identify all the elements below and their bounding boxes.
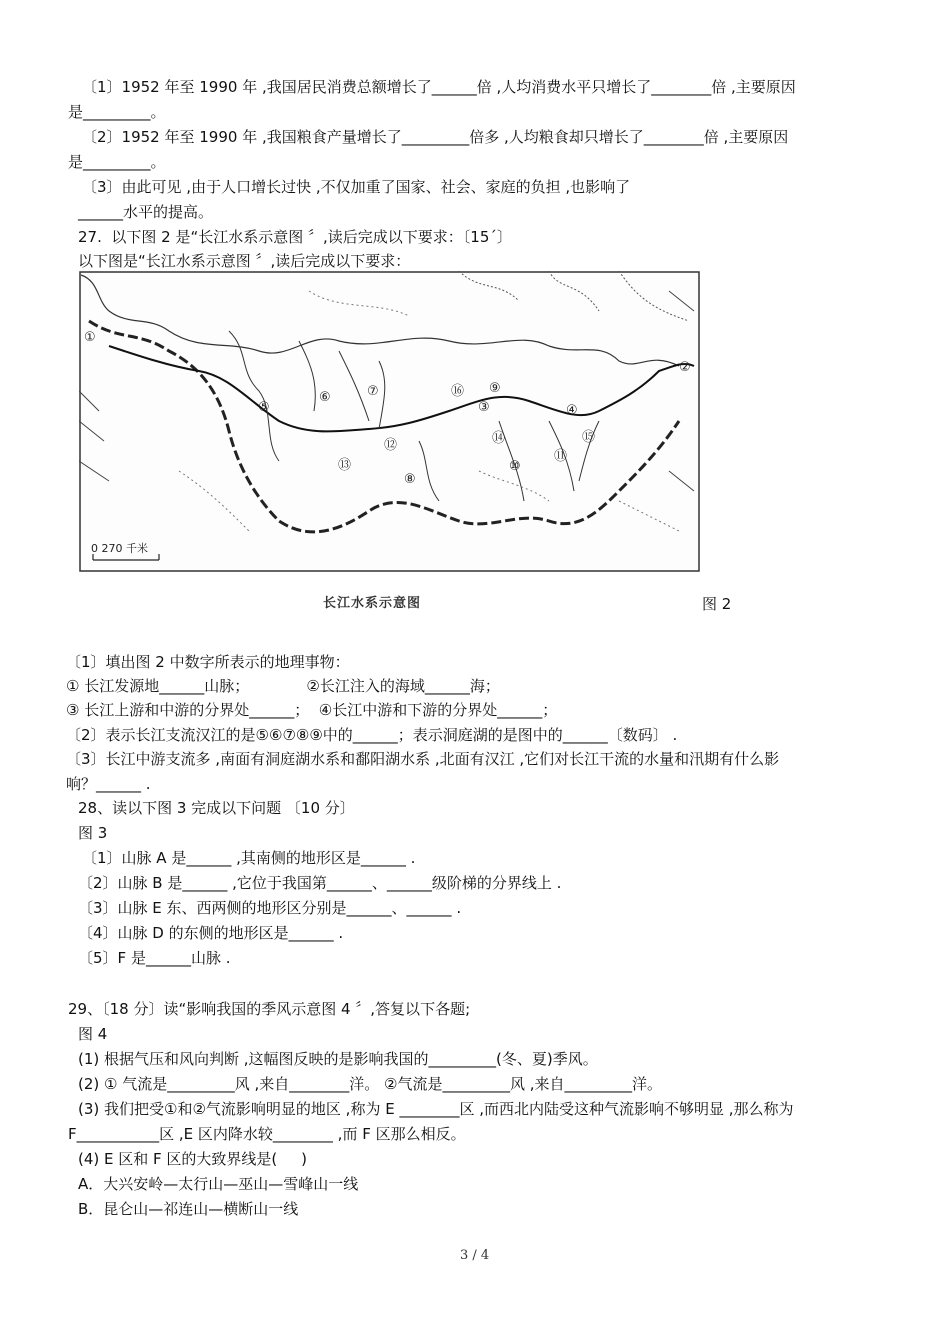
q27-part-1: 〔1〕填出图 2 中数字所表示的地理事物： — [66, 653, 350, 671]
q28-item-4: 〔4〕山脉 D 的东侧的地形区是______ . — [78, 924, 344, 942]
q26-line-1: 〔1〕1952 年至 1990 年 ,我国居民消费总额增长了______倍 ,人均消费水平只增长了________倍 ,主要原因 — [82, 78, 796, 96]
q28-heading: 28、读以下图 3 完成以下问题 〔10 分〕 — [78, 799, 355, 817]
q26-line-4: 是_________。 — [68, 153, 166, 171]
q26-line-2: 是_________。 — [68, 103, 166, 121]
q29-option-b: B．昆仑山—祁连山—横断山一线 — [78, 1200, 299, 1218]
map-marker-14: ⑭ — [492, 431, 506, 446]
map-marker-11: ⑪ — [554, 449, 568, 464]
map-marker-6: ⑥ — [319, 390, 331, 405]
q29-figure-label: 图 4 — [78, 1025, 108, 1043]
q26-line-5: 〔3〕由此可见 ,由于人口增长过快 ,不仅加重了国家、社会、家庭的负担 ,也影响了 — [82, 178, 631, 196]
q29-item-3-cont: F___________区 ,E 区内降水较________ ,而 F 区那么相反。 — [68, 1125, 466, 1143]
q26-line-6: ______水平的提高。 — [78, 203, 214, 221]
map-marker-9: ⑨ — [489, 381, 501, 396]
q27-part-1-a: ① 长江发源地______山脉； ②长江注入的海域______海； — [66, 677, 500, 695]
yangtze-river-map — [79, 271, 700, 572]
q28-item-5: 〔5〕F 是______山脉 . — [78, 949, 231, 967]
map-marker-16: ⑯ — [451, 384, 465, 399]
map-marker-5: ⑤ — [258, 400, 270, 415]
map-marker-15: ⑮ — [582, 430, 596, 445]
q26-line-3: 〔2〕1952 年至 1990 年 ,我国粮食产量增长了_________倍多 ,人均粮食却只增长了________倍 ,主要原因 — [82, 128, 789, 146]
map-marker-13: ⑬ — [338, 458, 352, 473]
q28-item-2: 〔2〕山脉 B 是______ ,它位于我国第______、______级阶梯的分界线上 . — [78, 874, 562, 892]
q27-part-1-b: ③ 长江上游和中游的分界处______； ④长江中游和下游的分界处______； — [66, 701, 558, 719]
q28-item-1: 〔1〕山脉 A 是______ ,其南侧的地形区是______ . — [82, 849, 416, 867]
q27-part-3: 〔3〕长江中游支流多 ,南面有洞庭湖水系和鄱阳湖水系 ,北面有汉江 ,它们对长江干流的水量和汛期有什么影 — [66, 750, 780, 768]
q27-part-3-cont: 响？______ . — [66, 775, 151, 793]
q28-figure-label: 图 3 — [78, 824, 108, 842]
map-marker-7: ⑦ — [367, 384, 379, 399]
q28-item-3: 〔3〕山脉 E 东、西两侧的地形区分别是______、______ . — [78, 899, 462, 917]
map-marker-8: ⑧ — [404, 472, 416, 487]
q29-item-1: (1) 根据气压和风向判断 ,这幅图反映的是影响我国的_________(冬、夏)季风。 — [78, 1050, 598, 1068]
q29-item-4: (4) E 区和 F 区的大致界线是( ) — [78, 1150, 307, 1168]
page-number: 3 / 4 — [460, 1248, 490, 1263]
map-marker-2: ② — [679, 360, 691, 375]
map-marker-12: ⑫ — [384, 438, 398, 453]
q29-item-2: (2) ① 气流是_________风 ,来自________洋。 ②气流是_________风 ,来自_________洋。 — [78, 1075, 663, 1093]
map-marker-1: ① — [84, 330, 96, 345]
map-marker-10: ⑩ — [509, 459, 521, 474]
q27-part-2: 〔2〕表示长江支流汉江的是⑤⑥⑦⑧⑨中的______；表示洞庭湖的是图中的______〔数码〕 . — [66, 726, 678, 744]
q29-item-3: (3) 我们把受①和②气流影响明显的地区 ,称为 E ________区 ,而西北内陆受这种气流影响不够明显 ,那么称为 — [78, 1100, 794, 1118]
q29-option-a: A．大兴安岭—太行山—巫山—雪峰山一线 — [78, 1175, 359, 1193]
q27-intro: 以下图是“长江水系示意图 〞,读后完成以下要求： — [78, 252, 411, 270]
q29-heading: 29、〔18 分〕读“影响我国的季风示意图 4 〞,答复以下各题; — [68, 1000, 471, 1018]
map-marker-4: ④ — [566, 403, 578, 418]
map-marker-3: ③ — [478, 400, 490, 415]
q27-heading: 27. 以下图 2 是“长江水系示意图 〞,读后完成以下要求：〔15´〕 — [78, 228, 512, 246]
map-caption: 长江水系示意图 — [323, 596, 422, 611]
figure-2-label: 图 2 — [702, 595, 732, 613]
map-scale-label: 0 270 千米 — [91, 542, 148, 555]
